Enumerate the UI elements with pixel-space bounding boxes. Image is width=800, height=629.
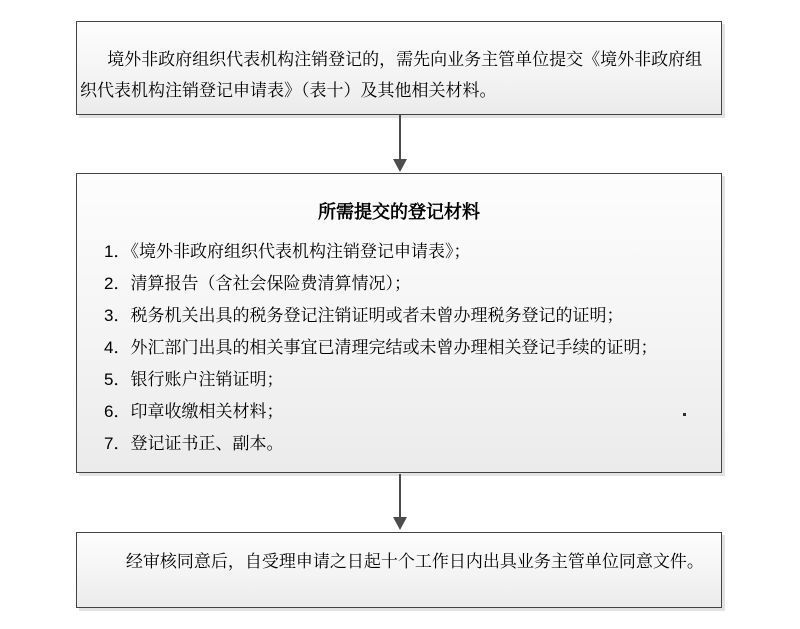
step1-text: 境外非政府组织代表机构注销登记的，需先向业务主管单位提交《境外非政府组织代表机构注销登记申请表》（表十）及其他相关材料。 <box>80 50 703 100</box>
list-item: 3．税务机关出具的税务登记注销证明或者未曾办理税务登记的证明； <box>104 306 624 325</box>
flow-step-submit-application <box>76 21 722 115</box>
stray-dot-artifact <box>683 413 686 416</box>
flow-connector-line-2 <box>399 474 401 519</box>
list-item: 7．登记证书正、副本。 <box>104 434 284 453</box>
list-item: 4．外汇部门出具的相关事宜已清理完结或未曾办理相关登记手续的证明； <box>104 338 658 357</box>
list-item: 2．清算报告（含社会保险费清算情况）； <box>104 274 411 293</box>
arrow-down-icon <box>393 159 407 172</box>
list-item: 6．印章收缴相关材料； <box>104 402 284 421</box>
materials-list <box>77 236 721 460</box>
flow-step-approval-result <box>76 532 722 608</box>
flow-step-required-materials <box>76 173 722 473</box>
list-item: 1．《境外非政府组织代表机构注销登记申请表》； <box>104 242 471 261</box>
flow-connector-line-1 <box>399 115 401 161</box>
step3-text: 经审核同意后，自受理申请之日起十个工作日内出具业务主管单位同意文件。 <box>125 552 704 571</box>
arrow-down-icon <box>393 517 407 530</box>
materials-title: 所需提交的登记材料 <box>318 202 480 222</box>
list-item: 5．银行账户注销证明； <box>104 370 284 389</box>
